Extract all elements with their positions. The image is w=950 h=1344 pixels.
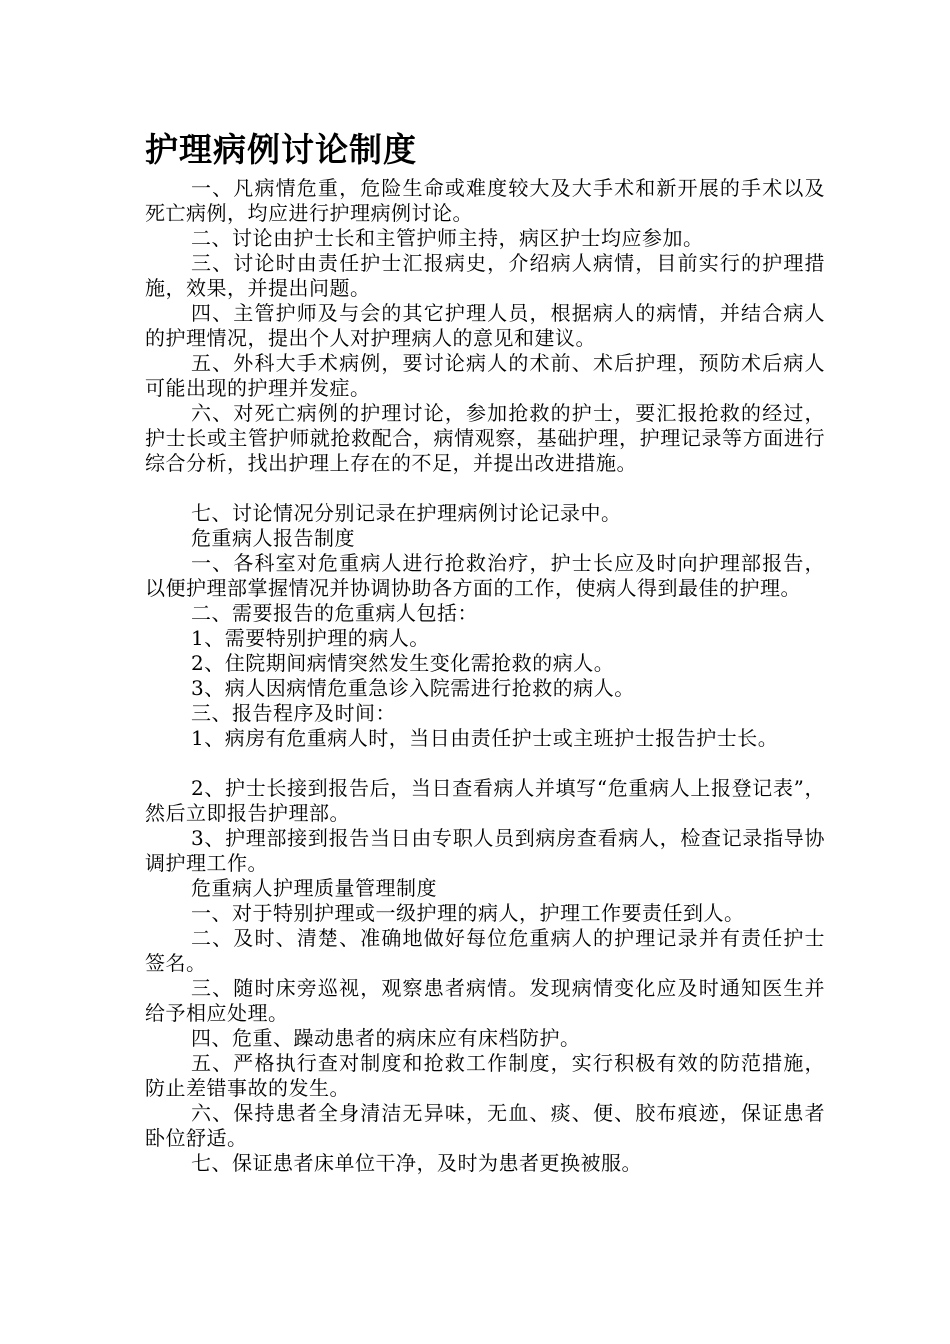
document-body <box>145 128 825 1176</box>
paragraph: 六、保持患者全身清洁无异味，无血、痰、便、胶布痕迹，保证患者卧位舒适。 <box>145 1101 825 1150</box>
paragraph: 一、凡病情危重，危险生命或难度较大及大手术和新开展的手术以及死亡病例，均应进行护理病例讨论。 <box>145 176 825 225</box>
paragraph: 一、各科室对危重病人进行抢救治疗，护士长应及时向护理部报告，以便护理部掌握情况并协调协助各方面的工作，使病人得到最佳的护理。 <box>145 551 825 600</box>
section-heading: 危重病人护理质量管理制度 <box>191 876 437 900</box>
paragraph: 四、危重、躁动患者的病床应有床档防护。 <box>191 1026 581 1050</box>
paragraph: 二、讨论由护士长和主管护师主持，病区护士均应参加。 <box>191 226 704 250</box>
document-title: 护理病例讨论制度 <box>145 130 417 169</box>
section-heading: 危重病人报告制度 <box>191 526 355 550</box>
paragraph: 七、讨论情况分别记录在护理病例讨论记录中。 <box>191 501 622 525</box>
paragraph: 一、对于特别护理或一级护理的病人，护理工作要责任到人。 <box>191 901 745 925</box>
paragraph: 五、外科大手术病例，要讨论病人的术前、术后护理，预防术后病人可能出现的护理并发症。 <box>145 351 825 400</box>
paragraph: 三、讨论时由责任护士汇报病史，介绍病人病情，目前实行的护理措施，效果，并提出问题。 <box>145 251 825 300</box>
list-item: 1、病房有危重病人时，当日由责任护士或主班护士报告护士长。 <box>191 726 779 750</box>
blank-line <box>145 476 825 501</box>
list-item: 2、护士长接到报告后，当日查看病人并填写“危重病人上报登记表”，然后立即报告护理部。 <box>145 776 825 825</box>
paragraph: 三、报告程序及时间： <box>191 701 396 725</box>
paragraph: 四、主管护师及与会的其它护理人员，根据病人的病情，并结合病人的护理情况，提出个人对护理病人的意见和建议。 <box>145 301 825 350</box>
paragraph: 七、保证患者床单位干净，及时为患者更换被服。 <box>191 1151 642 1175</box>
paragraph: 二、需要报告的危重病人包括： <box>191 601 478 625</box>
list-item: 3、病人因病情危重急诊入院需进行抢救的病人。 <box>191 676 635 700</box>
paragraph: 二、及时、清楚、准确地做好每位危重病人的护理记录并有责任护士签名。 <box>145 926 825 975</box>
list-item: 1、需要特别护理的病人。 <box>191 626 430 650</box>
paragraph: 三、随时床旁巡视，观察患者病情。发现病情变化应及时通知医生并给予相应处理。 <box>145 976 825 1025</box>
paragraph: 五、严格执行查对制度和抢救工作制度，实行积极有效的防范措施，防止差错事故的发生。 <box>145 1051 825 1100</box>
paragraph: 六、对死亡病例的护理讨论，参加抢救的护士，要汇报抢救的经过，护士长或主管护师就抢救配合，病情观察，基础护理，护理记录等方面进行综合分析，找出护理上存在的不足，并提出改进措施。 <box>145 401 825 475</box>
blank-line <box>145 751 825 776</box>
list-item: 3、护理部接到报告当日由专职人员到病房查看病人，检查记录指导协调护理工作。 <box>145 826 825 875</box>
list-item: 2、住院期间病情突然发生变化需抢救的病人。 <box>191 651 615 675</box>
